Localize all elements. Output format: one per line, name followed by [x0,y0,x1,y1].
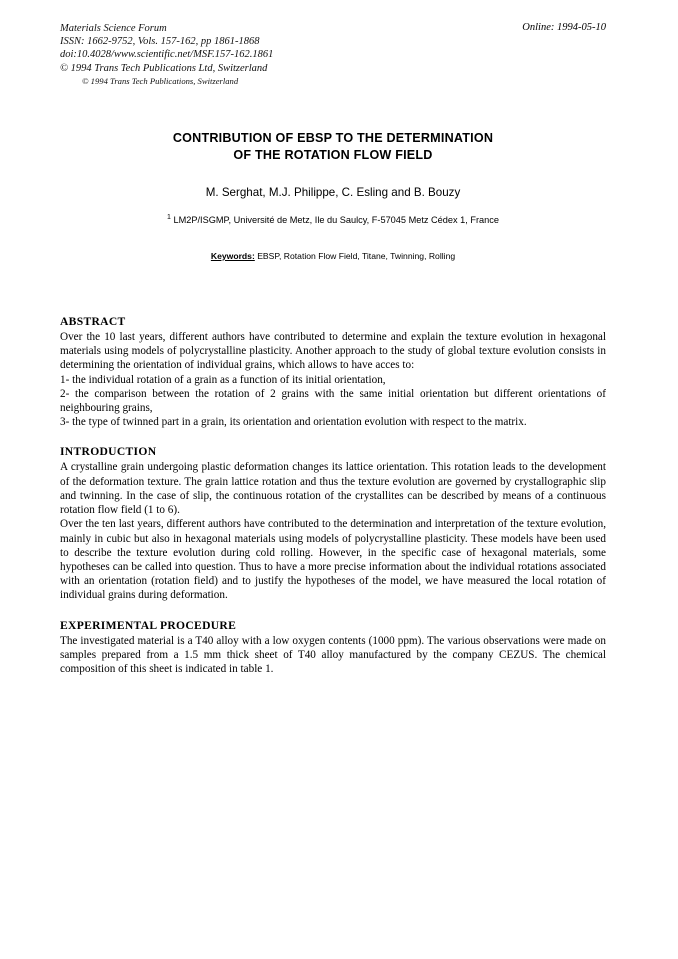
section-heading-introduction: INTRODUCTION [60,445,157,459]
title-line-2: OF THE ROTATION FLOW FIELD [233,148,433,162]
section-introduction [60,445,606,602]
journal-doi: doi:10.4028/www.scientific.net/MSF.157-162.1861 [60,49,274,61]
journal-title: Materials Science Forum [60,23,167,34]
author-list: M. Serghat, M.J. Philippe, C. Esling and B. Bouzy [205,186,461,199]
affiliation [60,214,606,225]
journal-copyright: © 1994 Trans Tech Publications Ltd, Switzerland [60,62,268,74]
page-header [60,22,606,96]
section-abstract [60,315,606,429]
publisher-copyright-note: © 1994 Trans Tech Publications, Switzerland [82,75,239,86]
experimental-procedure-paragraph-1: The investigated material is a T40 alloy with a low oxygen contents (1000 ppm). The various observations were made on samples prepared from a 1.5 mm thick sheet of T40 alloy manufactured by the company CEZUS. The chemical composition of this sheet is indicated in table 1. [60,634,606,675]
abstract-paragraph-1: Over the 10 last years, different authors have contributed to determine and explain the texture evolution in hexagonal materials using models of polycrystalline plasticity. Another approach to the study of global texture evolution consists in determining the orientation of individual grains, which allows to have acces to: [60,331,606,372]
keywords-line [60,251,606,261]
section-experimental-procedure [60,619,606,677]
introduction-paragraph-1: A crystalline grain undergoing plastic deformation changes its lattice orientation. This rotation leads to the development of the deformation texture. The grain lattice rotation and thus the texture evolution are governed by crystallographic slip and twinning. In the case of slip, the continuous rotation of the crystallites can be described by means of a continuous rotation flow field (1 to 6). [60,461,606,517]
abstract-paragraph-2: 1- the individual rotation of a grain as a function of its initial orientation, [60,373,386,386]
journal-issn-volume: ISSN: 1662-9752, Vols. 157-162, pp 1861-1868 [60,36,260,48]
abstract-paragraph-4: 3- the type of twinned part in a grain, its orientation and orientation evolution with respect to the matrix. [60,416,527,429]
affiliation-text: LM2P/ISGMP, Université de Metz, Ile du Saulcy, F-57045 Metz Cédex 1, France [173,215,499,226]
section-heading-experimental-procedure: EXPERIMENTAL PROCEDURE [60,618,237,632]
keywords-value: EBSP, Rotation Flow Field, Titane, Twinning, Rolling [257,251,456,262]
affiliation-marker: 1 [167,214,171,221]
page-title [60,130,606,164]
abstract-paragraph-3: 2- the comparison between the rotation of 2 grains with the same initial orientation but different orientations of neighbouring grains, [60,387,606,415]
keywords-label: Keywords: [210,251,255,262]
title-line-1: CONTRIBUTION OF EBSP TO THE DETERMINATION [172,131,494,145]
online-publication-date: Online: 1994-05-10 [522,22,606,33]
paper-body [60,315,606,676]
section-heading-abstract: ABSTRACT [60,315,126,329]
introduction-paragraph-2: Over the ten last years, different authors have contributed to the determination and interpretation of the texture evolution, mainly in cubic but also in hexagonal materials using models of polycrystalline plasticity. These models have been used to describe the texture evolution during cold rolling. However, in the specific case of hexagonal materials, some hypotheses can be called into question. Thus to have a more precise information about the individual rotations associated with an orientation (rotation field) and to justify the hypotheses of the model, we have measured the local rotation of individual grains during deformation. [60,518,606,602]
